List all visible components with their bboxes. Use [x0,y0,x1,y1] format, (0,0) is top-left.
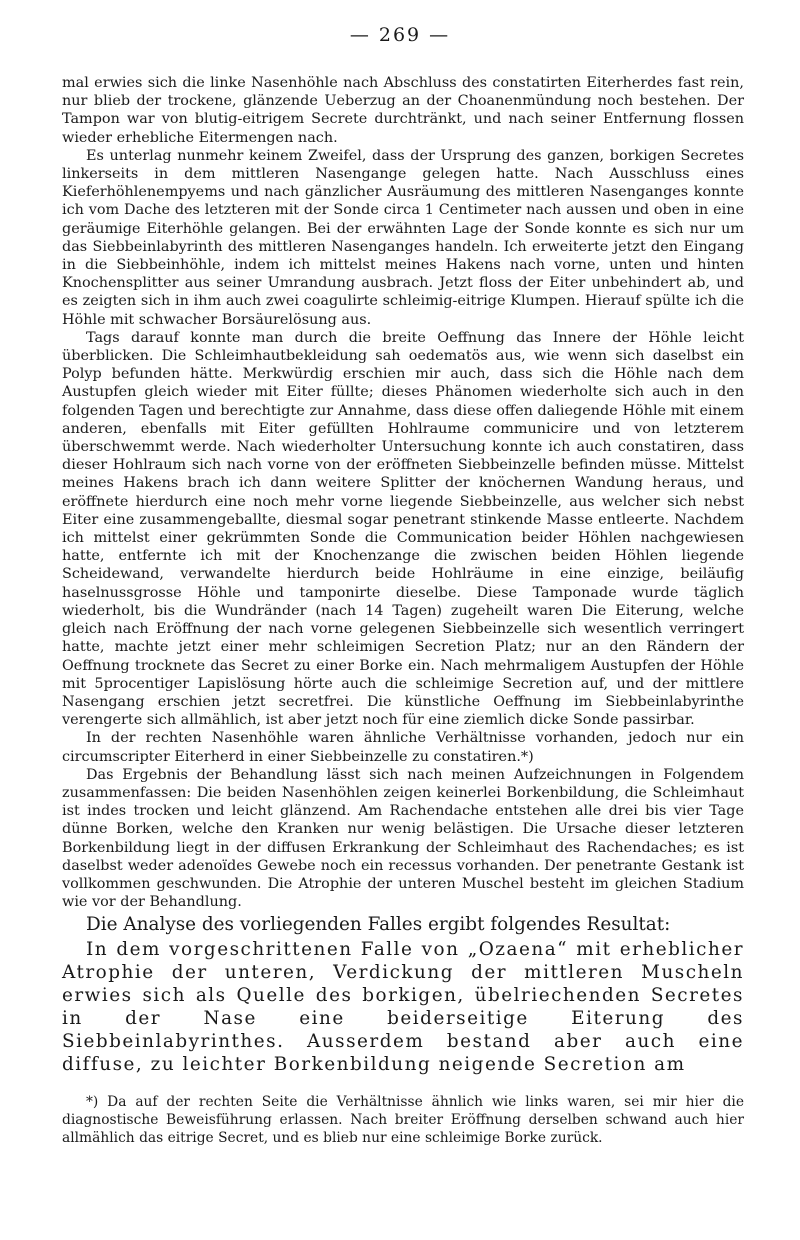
analysis-heading: Die Analyse des vorliegenden Falles ergibt folgendes Resultat: [86,914,671,936]
paragraph-1: mal erwies sich die linke Nasenhöhle nach Abschluss des constatirten Eiterherdes fast rein, nur blieb der trockene, glänzende Ueberzug an der Choanenmündung noch bestehen. Der Tampon war von blutig-eitrigem Secrete durchtränkt, und nach seiner Entfernung flossen wieder erhebliche Eitermengen nach. [62,75,744,146]
page-body [62,74,744,1147]
paragraph-2: Es unterlag nunmehr keinem Zweifel, dass der Ursprung des ganzen, borkigen Secretes linkerseits in dem mittleren Nasengange gelegen hatte. Nach Ausschluss eines Kieferhöhlenempyems und nach gänzlicher Ausräumung des mittleren Nasenganges konnte ich vom Dache des letzteren mit der Sonde circa 1 Centimeter nach aussen und oben in eine geräumige Eiterhöhle gelangen. Bei der erwähnten Lage der Sonde konnte es sich nur um das Siebbeinlabyrinth des mittleren Nasenganges handeln. Ich erweiterte jetzt den Eingang in die Siebbeinhöhle, indem ich mittelst meines Hakens nach vorne, unten und hinten Knochensplitter aus seiner Umrandung ausbrach. Jetzt floss der Eiter unbehindert ab, und es zeigten sich in ihm auch zwei coagulirte schleimig-eitrige Klumpen. Hierauf spülte ich die Höhle mit schwacher Borsäurelösung aus. [62,147,744,328]
footnote-spacer [62,1076,744,1094]
paragraph-4: In der rechten Nasenhöhle waren ähnliche Verhältnisse vorhanden, jedoch nur ein circumscripter Eiterherd in einer Siebbeinzelle zu constatiren.*) [62,730,744,765]
paragraph-5: Das Ergebnis der Behandlung lässt sich nach meinen Aufzeichnungen in Folgendem zusammenfassen: Die beiden Nasenhöhlen zeigen keinerlei Borkenbildung, die Schleimhaut ist indes trocken und leicht glänzend. Am Rachendache entstehen alle drei bis vier Tage dünne Borken, welche den Kranken nur wenig belästigen. Die Ursache dieser letzteren Borkenbildung liegt in der diffusen Erkrankung der Schleimhaut des Rachendaches; es ist daselbst weder adenoïdes Gewebe noch ein recessus vorhanden. Der penetrante Gestank ist vollkommen geschwunden. Die Atrophie der unteren Muschel besteht im gleichen Stadium wie vor der Behandlung. [62,766,744,911]
paragraph-3: Tags darauf konnte man durch die breite Oeffnung das Innere der Höhle leicht überblicken. Die Schleimhautbekleidung sah oedematös aus, wie wenn sich daselbst ein Polyp befunden hätte. Merkwürdig erschien mir auch, dass sich die Höhle nach dem Austupfen gleich wieder mit Eiter füllte; dieses Phänomen wiederholte sich auch in den folgenden Tagen und berechtigte zur Annahme, dass diese offen daliegende Höhle mit einem anderen, ebenfalls mit Eiter gefüllten Hohlraume communicire und von letzterem überschwemmt werde. Nach wiederholter Untersuchung konnte ich auch constatiren, dass dieser Hohlraum sich nach vorne von der eröffneten Siebbeinzelle befinden müsse. Mittelst meines Hakens brach ich dann weitere Splitter der knöchernen Wandung heraus, und eröffnete hierdurch eine noch mehr vorne liegende Siebbeinzelle, aus welcher sich nebst Eiter eine zusammengeballte, diesmal sogar penetrant stinkende Masse entleerte. Nachdem ich mittelst einer gekrümmten Sonde die Communication beider Höhlen nachgewiesen hatte, entfernte ich mit der Knochenzange die zwischen beiden Höhlen liegende Scheidewand, verwandelte hierdurch beide Hohlräume in eine einzige, beiläufig haselnussgrosse Höhle und tamponirte dieselbe. Diese Tamponade wurde täglich wiederholt, bis die Wundränder (nach 14 Tagen) zugeheilt waren Die Eiterung, welche gleich nach Eröffnung der nach vorne gelegenen Siebbeinzelle sich wesentlich verringert hatte, machte jetzt einer mehr schleimigen Secretion Platz; nur an den Rändern der Oeffnung trocknete das Secret zu einer Borke ein. Nach mehrmaligem Austupfen der Höhle mit 5procentiger Lapislösung hörte auch die schleimige Secretion auf, und der mittlere Nasengang erschien jetzt secretfrei. Die künstliche Oeffnung im Siebbeinlabyrinthe verengerte sich allmählich, ist aber jetzt noch für eine ziemlich dicke Sonde passirbar. [62,329,744,729]
footnote: *) Da auf der rechten Seite die Verhältnisse ähnlich wie links waren, sei mir hier die diagnostische Beweisführung erlassen. Nach breiter Eröffnung derselben schwand auch hier allmählich das eitrige Secret, und es blieb nur eine schleimige Borke zurück. [62,1094,744,1146]
page-number: — 269 — [349,24,451,46]
conclusion-text: In dem vorgeschrittenen Falle von „Ozaena“ mit erheblicher Atrophie der unteren, Verdickung der mittleren Muscheln erwies sich als Quelle des borkigen, übelriechenden Secretes in der Nase eine beiderseitige Eiterung des Siebbeinlabyrinthes. Ausserdem bestand aber auch eine diffuse, zu leichter Borkenbildung neigende Secretion am [62,939,744,1076]
